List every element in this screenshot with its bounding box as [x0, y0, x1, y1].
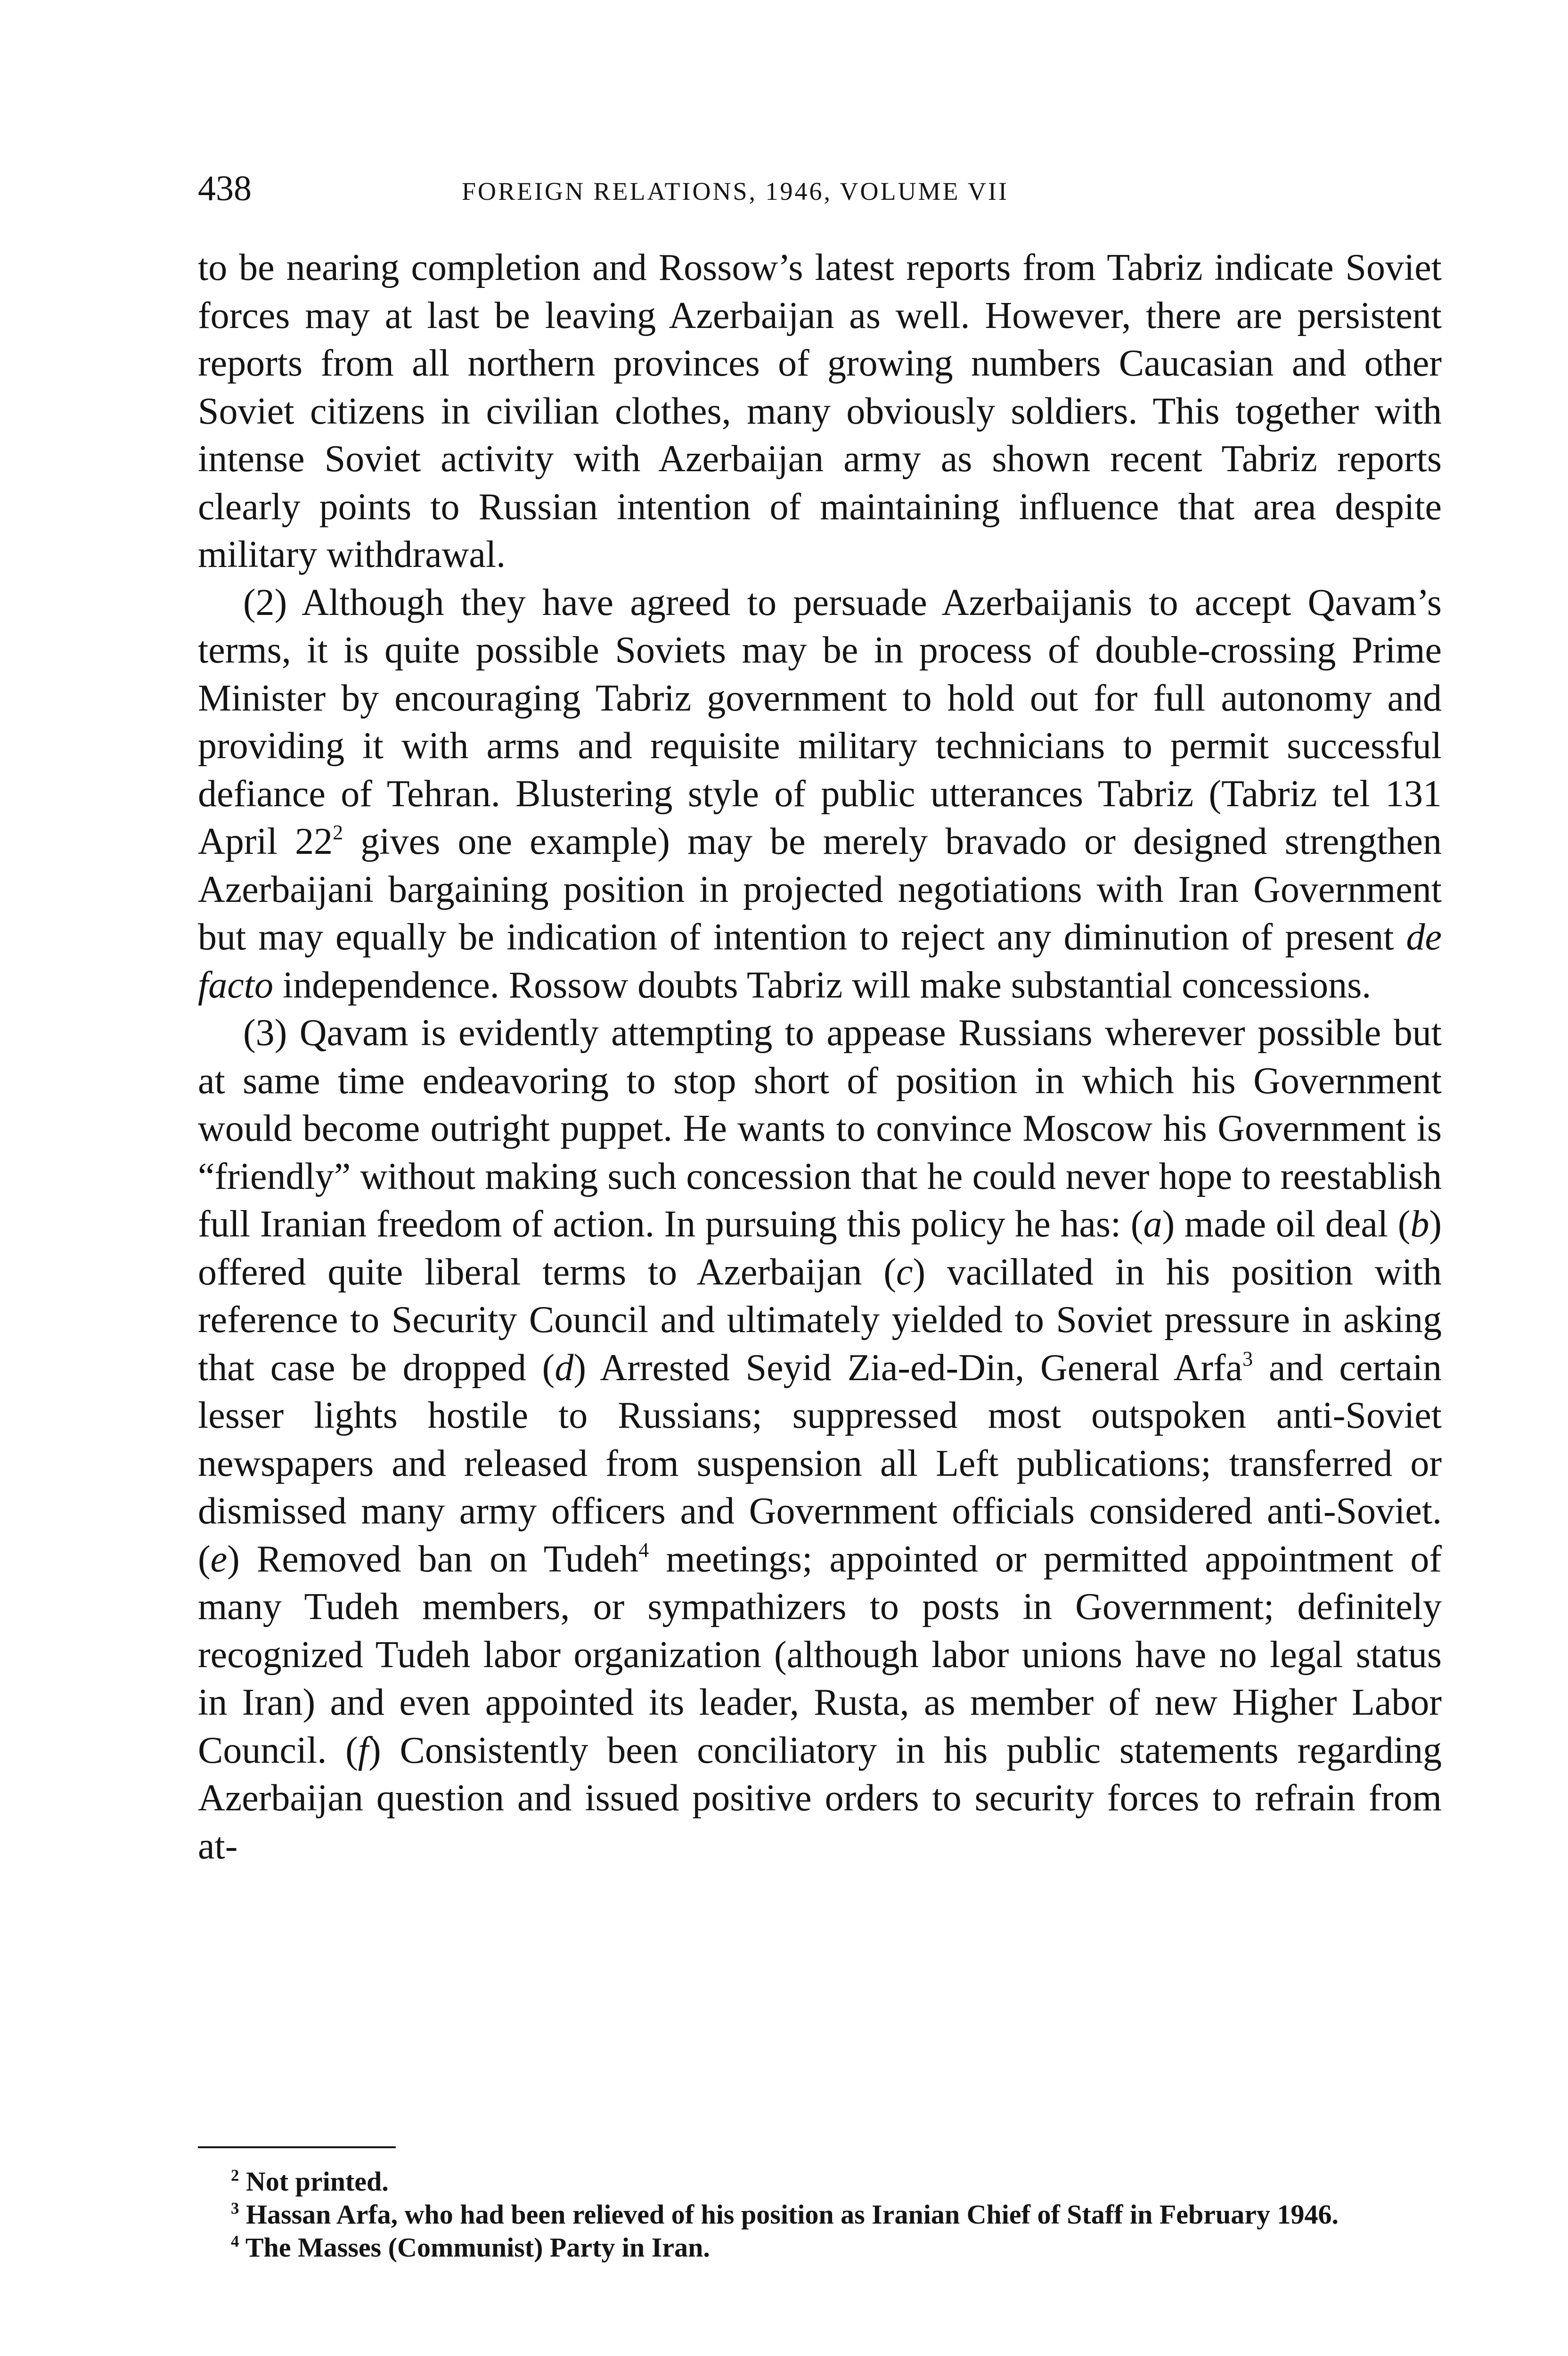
running-head	[198, 167, 1451, 210]
running-title: FOREIGN RELATIONS, 1946, VOLUME VII	[462, 177, 1009, 205]
footnote-3	[198, 2198, 1442, 2231]
footnote-text: Not printed.	[245, 2166, 389, 2197]
paragraph-2-text-b: gives one example) may be merely bravado or designed strengthen Azerbaijani bargaining position in projected negotiations with Iran Government but may equally be indication of intention to reject any diminution of present	[198, 821, 1442, 958]
footnote-mark: 4	[231, 2232, 239, 2251]
footnote-divider	[198, 2146, 396, 2148]
footnote-ref-2: 2	[333, 821, 343, 844]
item-letter-b: b	[1410, 1203, 1429, 1245]
paragraph-1: to be nearing completion and Rossow’s latest reports from Tabriz indicate Soviet forces may at last be leaving Azerbaijan as well. However, there are persistent reports from all northern provinces of growing numbers Caucasian and other Soviet citizens in civilian clothes, many obviously soldiers. This together with intense Soviet activity with Azerbaijan army as shown recent Tabriz reports clearly points to Russian intention of maintaining influence that area despite military withdrawal.	[198, 247, 1442, 575]
paragraph-3-text-b: ) made oil deal (	[1162, 1203, 1411, 1245]
paragraph-2-text-c: independence. Rossow doubts Tabriz will make substantial concessions.	[273, 964, 1372, 1006]
item-letter-e: e	[210, 1538, 228, 1580]
paragraph-3-text-i: ) Consistently been conciliatory in his public statements regarding Azerbaijan question and issued positive orders to security forces to refrain from at-	[198, 1729, 1442, 1867]
footnote-mark: 2	[231, 2166, 239, 2185]
paragraph-3-text-d: ) vacillated in his position with reference to Security Council and ultimately yielded to Soviet pressure in asking that case be dropped (	[198, 1251, 1442, 1389]
paragraph-3	[198, 1009, 1442, 1870]
paragraph-3-text-g: ) Removed ban on Tudeh	[227, 1538, 639, 1580]
paragraph-3-text-e: ) Arrested Seyid Zia-ed-Din, General Arfa	[573, 1347, 1243, 1389]
item-letter-f: f	[358, 1729, 369, 1771]
paragraph-3-text-a: (3) Qavam is evidently attempting to appease Russians wherever possible but at same time endeavoring to stop short of position in which his Government would become outright puppet. He wants to convince Moscow his Government is “friendly” without making such concession that he could never hope to reestablish full Iranian freedom of action. In pursuing this policy he has: (	[198, 1012, 1442, 1245]
footnote-text: Hassan Arfa, who had been relieved of his position as Iranian Chief of Staff in February 1946.	[245, 2199, 1339, 2230]
italic-de-facto: de facto	[198, 916, 1442, 1006]
footnote-4	[198, 2231, 1442, 2264]
body-text	[198, 244, 1442, 1870]
paragraph-2-text-a: (2) Although they have agreed to persuade Azerbaijanis to accept Qavam’s terms, it is quite possible Soviets may be in process of double-crossing Prime Minister by encouraging Tabriz government to hold out for full autonomy and providing it with arms and requisite military technicians to permit successful defiance of Tehran. Blustering style of public utterances Tabriz (Tabriz tel 131 April 22	[198, 581, 1442, 862]
footnotes	[198, 2165, 1442, 2264]
item-letter-d: d	[555, 1347, 574, 1389]
paragraph-2	[198, 579, 1442, 1010]
footnote-ref-3: 3	[1242, 1347, 1253, 1370]
footnote-mark: 3	[231, 2199, 239, 2218]
item-letter-a: a	[1143, 1203, 1162, 1245]
paragraph-3-text-c: ) offered quite liberal terms to Azerbaijan (	[198, 1203, 1442, 1293]
footnote-text: The Masses (Communist) Party in Iran.	[245, 2232, 710, 2263]
item-letter-c: c	[896, 1251, 913, 1293]
footnote-ref-4: 4	[638, 1538, 649, 1562]
page-number: 438	[198, 169, 252, 208]
footnote-2	[198, 2165, 1442, 2198]
paragraph-3-text-f: and certain lesser lights hostile to Russians; suppressed most outspoken anti-Soviet newspapers and released from suspension all Left publications; transferred or dismissed many army officers and Government officials considered anti-Soviet. (	[198, 1347, 1442, 1580]
paragraph-3-text-h: meetings; appointed or permitted appointment of many Tudeh members, or sympathizers to posts in Government; definitely recognized Tudeh labor organization (although labor unions have no legal status in Iran) and even appointed its leader, Rusta, as member of new Higher Labor Council. (	[198, 1538, 1442, 1771]
